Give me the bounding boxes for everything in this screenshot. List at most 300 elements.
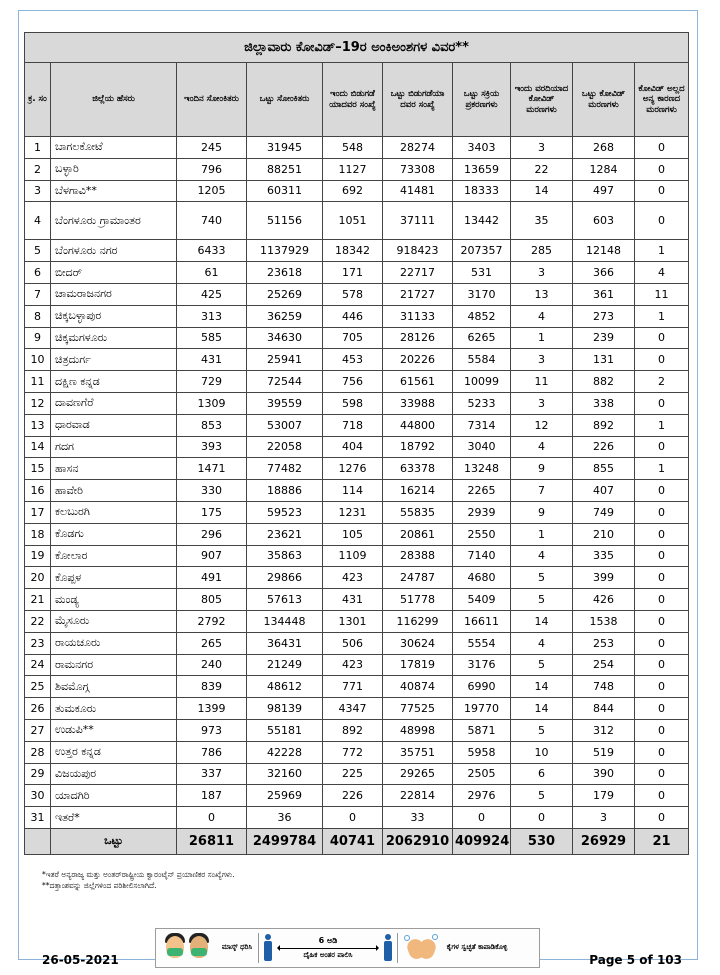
- table-cell: 1051: [323, 202, 383, 240]
- table-cell: 98139: [247, 698, 323, 720]
- row-serial: 4: [25, 202, 51, 240]
- table-cell: 34630: [247, 327, 323, 349]
- table-cell: 907: [177, 545, 247, 567]
- table-cell: 22814: [383, 785, 453, 807]
- table-cell: 53007: [247, 414, 323, 436]
- table-cell: 22058: [247, 436, 323, 458]
- column-header: ಇಂದು ಬಿಡುಗಡೆ ಯಾದವರ ಸಂಖ್ಯೆ: [323, 63, 383, 137]
- table-cell: 705: [323, 327, 383, 349]
- row-serial: 14: [25, 436, 51, 458]
- table-cell: 20861: [383, 523, 453, 545]
- table-cell: 13659: [453, 158, 511, 180]
- table-row: [25, 305, 689, 327]
- table-cell: 771: [323, 676, 383, 698]
- table-cell: 431: [177, 349, 247, 371]
- table-cell: 603: [573, 202, 635, 240]
- district-covid-table: [24, 32, 689, 855]
- table-cell: 423: [323, 567, 383, 589]
- table-cell: 844: [573, 698, 635, 720]
- table-cell: 254: [573, 654, 635, 676]
- total-value: 409924: [453, 828, 511, 854]
- table-cell: 31133: [383, 305, 453, 327]
- table-cell: 882: [573, 371, 635, 393]
- table-cell: 390: [573, 763, 635, 785]
- table-cell: 5: [511, 589, 573, 611]
- table-cell: 1: [635, 414, 689, 436]
- row-serial: 8: [25, 305, 51, 327]
- table-cell: 13: [511, 283, 573, 305]
- table-cell: 692: [323, 180, 383, 202]
- table-cell: 0: [511, 807, 573, 829]
- table-cell: 207357: [453, 240, 511, 262]
- table-cell: 57613: [247, 589, 323, 611]
- table-cell: 2976: [453, 785, 511, 807]
- table-cell: 13442: [453, 202, 511, 240]
- table-row: [25, 741, 689, 763]
- table-cell: 749: [573, 501, 635, 523]
- table-cell: 3170: [453, 283, 511, 305]
- table-cell: 0: [635, 137, 689, 159]
- total-value: 2499784: [247, 828, 323, 854]
- table-cell: 23621: [247, 523, 323, 545]
- page-number: 5: [626, 953, 636, 967]
- table-row: [25, 180, 689, 202]
- table-cell: 7: [511, 480, 573, 502]
- table-cell: 446: [323, 305, 383, 327]
- table-row: [25, 545, 689, 567]
- table-row: [25, 392, 689, 414]
- table-cell: 268: [573, 137, 635, 159]
- column-header: ಒಟ್ಟು ಸಕ್ರಿಯ ಪ್ರಕರಣಗಳು: [453, 63, 511, 137]
- district-name: ಧಾರವಾಡ: [51, 414, 177, 436]
- table-row: [25, 763, 689, 785]
- district-name: ಚಿಕ್ಕಮಗಳೂರು: [51, 327, 177, 349]
- district-name: ಗದಗ: [51, 436, 177, 458]
- table-cell: 226: [573, 436, 635, 458]
- table-cell: 4: [635, 262, 689, 284]
- page-label: Page: [589, 953, 627, 967]
- row-serial: 12: [25, 392, 51, 414]
- table-cell: 338: [573, 392, 635, 414]
- row-serial: 15: [25, 458, 51, 480]
- table-cell: 5: [511, 785, 573, 807]
- table-cell: 134448: [247, 610, 323, 632]
- table-cell: 918423: [383, 240, 453, 262]
- table-cell: 12: [511, 414, 573, 436]
- district-name: ಹಾಸನ: [51, 458, 177, 480]
- table-title: ಜಿಲ್ಲಾವಾರು ಕೋವಿಡ್–19ರ ಅಂಕಿಅಂಶಗಳ ವಿವರ**: [25, 33, 689, 63]
- row-serial: 29: [25, 763, 51, 785]
- table-cell: 77482: [247, 458, 323, 480]
- table-cell: 296: [177, 523, 247, 545]
- table-cell: 2265: [453, 480, 511, 502]
- table-cell: 29866: [247, 567, 323, 589]
- table-cell: 0: [635, 654, 689, 676]
- table-cell: 131: [573, 349, 635, 371]
- table-row: [25, 676, 689, 698]
- table-cell: 0: [635, 567, 689, 589]
- row-serial: 3: [25, 180, 51, 202]
- table-cell: 1: [635, 458, 689, 480]
- table-cell: 0: [635, 392, 689, 414]
- table-cell: 0: [635, 719, 689, 741]
- table-cell: 1471: [177, 458, 247, 480]
- column-header: ಒಟ್ಟು ಸೋಂಕಿತರು: [247, 63, 323, 137]
- row-serial: 21: [25, 589, 51, 611]
- table-cell: 73308: [383, 158, 453, 180]
- row-serial: 7: [25, 283, 51, 305]
- table-cell: 114: [323, 480, 383, 502]
- table-cell: 14: [511, 610, 573, 632]
- table-cell: 10099: [453, 371, 511, 393]
- table-cell: 531: [453, 262, 511, 284]
- table-cell: 335: [573, 545, 635, 567]
- table-cell: 578: [323, 283, 383, 305]
- total-row: [25, 828, 689, 854]
- row-serial: 9: [25, 327, 51, 349]
- district-name: ಬಳ್ಳಾರಿ: [51, 158, 177, 180]
- row-serial: 27: [25, 719, 51, 741]
- table-cell: 1137929: [247, 240, 323, 262]
- table-cell: 18792: [383, 436, 453, 458]
- table-cell: 17819: [383, 654, 453, 676]
- row-serial: 6: [25, 262, 51, 284]
- table-cell: 44800: [383, 414, 453, 436]
- table-cell: 7314: [453, 414, 511, 436]
- table-row: [25, 202, 689, 240]
- table-cell: 273: [573, 305, 635, 327]
- table-cell: 2505: [453, 763, 511, 785]
- table-cell: 0: [635, 632, 689, 654]
- person-icon: [263, 934, 273, 962]
- footnote-2: **ದತ್ತಾಂಶವನ್ನು ಜಿಲ್ಲೆಗಳಿಂದ ಪರಿಶೀಲಿಸಲಾಗಿದೆ.: [42, 880, 157, 890]
- district-name: ಉಡುಪಿ**: [51, 719, 177, 741]
- table-cell: 21727: [383, 283, 453, 305]
- district-name: ಬೆಂಗಳೂರು ಗ್ರಾಮಾಂತರ: [51, 202, 177, 240]
- page-indicator: [589, 953, 682, 967]
- table-cell: 1538: [573, 610, 635, 632]
- table-cell: 59523: [247, 501, 323, 523]
- district-name: ಕಲಬುರಗಿ: [51, 501, 177, 523]
- row-serial: 30: [25, 785, 51, 807]
- table-cell: 399: [573, 567, 635, 589]
- table-row: [25, 158, 689, 180]
- table-row: [25, 610, 689, 632]
- table-cell: 33: [383, 807, 453, 829]
- table-cell: 30624: [383, 632, 453, 654]
- table-row: [25, 719, 689, 741]
- table-cell: 24787: [383, 567, 453, 589]
- table-cell: 805: [177, 589, 247, 611]
- table-cell: 0: [635, 480, 689, 502]
- table-row: [25, 654, 689, 676]
- table-cell: 51156: [247, 202, 323, 240]
- table-cell: 25941: [247, 349, 323, 371]
- table-cell: 285: [511, 240, 573, 262]
- total-value: 2062910: [383, 828, 453, 854]
- table-cell: 491: [177, 567, 247, 589]
- table-cell: 21249: [247, 654, 323, 676]
- table-row: [25, 262, 689, 284]
- table-row: [25, 807, 689, 829]
- table-cell: 1231: [323, 501, 383, 523]
- column-header: ಇಂದಿನ ಸೋಂಕಿತರು: [177, 63, 247, 137]
- table-cell: 892: [323, 719, 383, 741]
- table-cell: 313: [177, 305, 247, 327]
- table-cell: 28388: [383, 545, 453, 567]
- table-cell: 116299: [383, 610, 453, 632]
- table-cell: 0: [635, 349, 689, 371]
- wash-segment: [398, 929, 516, 967]
- table-row: [25, 632, 689, 654]
- district-name: ಚಿತ್ರದುರ್ಗ: [51, 349, 177, 371]
- table-cell: 4680: [453, 567, 511, 589]
- table-cell: 22717: [383, 262, 453, 284]
- district-name: ಬೆಳಗಾವಿ**: [51, 180, 177, 202]
- table-cell: 718: [323, 414, 383, 436]
- table-row: [25, 523, 689, 545]
- table-cell: 0: [635, 501, 689, 523]
- table-cell: 9: [511, 501, 573, 523]
- district-name: ಯಾದಗಿರಿ: [51, 785, 177, 807]
- distance-text: ದೈಹಿಕ ಅಂತರ ಪಾಲಿಸಿ: [303, 950, 353, 959]
- table-row: [25, 458, 689, 480]
- table-cell: 225: [323, 763, 383, 785]
- table-row: [25, 349, 689, 371]
- table-cell: 1284: [573, 158, 635, 180]
- table-cell: 72544: [247, 371, 323, 393]
- mask-text: ಮಾಸ್ಕ್ ಧರಿಸಿ: [221, 943, 253, 952]
- table-cell: 28126: [383, 327, 453, 349]
- table-cell: 88251: [247, 158, 323, 180]
- table-cell: 585: [177, 327, 247, 349]
- table-cell: 772: [323, 741, 383, 763]
- column-header: ಕ್ರ. ಸಂ: [25, 63, 51, 137]
- table-cell: 1: [635, 305, 689, 327]
- column-header: ಜಿಲ್ಲೆಯ ಹೆಸರು: [51, 63, 177, 137]
- table-cell: 55181: [247, 719, 323, 741]
- total-empty-cell: [25, 828, 51, 854]
- table-cell: 0: [635, 610, 689, 632]
- table-cell: 14: [511, 180, 573, 202]
- row-serial: 17: [25, 501, 51, 523]
- district-name: ಬಾಗಲಕೋಟೆ: [51, 137, 177, 159]
- table-cell: 240: [177, 654, 247, 676]
- district-name: ಮೈಸೂರು: [51, 610, 177, 632]
- footnotes: [42, 870, 235, 892]
- table-cell: 598: [323, 392, 383, 414]
- table-cell: 1309: [177, 392, 247, 414]
- table-cell: 105: [323, 523, 383, 545]
- table-cell: 425: [177, 283, 247, 305]
- column-header: ಇಂದು ವರದಿಯಾದ ಕೋವಿಡ್ ಮರಣಗಳು: [511, 63, 573, 137]
- table-cell: 39559: [247, 392, 323, 414]
- table-cell: 5409: [453, 589, 511, 611]
- footnote-1: *ಇತರೆ ಅನ್ಯರಾಜ್ಯ ಮತ್ತು ಅಂತರ್‌ರಾಷ್ಟ್ರೀಯ ಕ್ವಾರಂಟೈನ್ ಪ್ರಯಾಣಿಕರ ಸಂಖ್ಯೆಗಳು.: [42, 870, 235, 879]
- table-cell: 25969: [247, 785, 323, 807]
- table-cell: 786: [177, 741, 247, 763]
- district-name: ತುಮಕೂರು: [51, 698, 177, 720]
- table-row: [25, 436, 689, 458]
- column-header: ಒಟ್ಟು ಬಿಡುಗಡೆಯಾ ದವರ ಸಂಖ್ಯೆ: [383, 63, 453, 137]
- table-cell: 33988: [383, 392, 453, 414]
- table-cell: 0: [635, 589, 689, 611]
- table-cell: 63378: [383, 458, 453, 480]
- table-cell: 16214: [383, 480, 453, 502]
- table-row: [25, 327, 689, 349]
- table-cell: 4: [511, 436, 573, 458]
- total-value: 26929: [573, 828, 635, 854]
- table-cell: 2939: [453, 501, 511, 523]
- table-cell: 506: [323, 632, 383, 654]
- table-row: [25, 698, 689, 720]
- table-cell: 426: [573, 589, 635, 611]
- table-cell: 18333: [453, 180, 511, 202]
- table-cell: 179: [573, 785, 635, 807]
- table-cell: 548: [323, 137, 383, 159]
- table-cell: 14: [511, 698, 573, 720]
- table-cell: 729: [177, 371, 247, 393]
- table-cell: 245: [177, 137, 247, 159]
- table-cell: 973: [177, 719, 247, 741]
- table-cell: 2: [635, 371, 689, 393]
- table-cell: 61561: [383, 371, 453, 393]
- district-name: ಚಿಕ್ಕಬಳ್ಳಾಪುರ: [51, 305, 177, 327]
- table-cell: 2550: [453, 523, 511, 545]
- table-cell: 1276: [323, 458, 383, 480]
- table-row: [25, 137, 689, 159]
- table-cell: 25269: [247, 283, 323, 305]
- table-cell: 61: [177, 262, 247, 284]
- table-cell: 29265: [383, 763, 453, 785]
- table-cell: 253: [573, 632, 635, 654]
- table-cell: 5871: [453, 719, 511, 741]
- page-of: of: [635, 953, 657, 967]
- table-cell: 3: [511, 392, 573, 414]
- table-cell: 855: [573, 458, 635, 480]
- table-cell: 210: [573, 523, 635, 545]
- person-icon: [383, 934, 393, 962]
- table-cell: 18342: [323, 240, 383, 262]
- table-cell: 330: [177, 480, 247, 502]
- row-serial: 16: [25, 480, 51, 502]
- row-serial: 28: [25, 741, 51, 763]
- table-cell: 36431: [247, 632, 323, 654]
- table-cell: 13248: [453, 458, 511, 480]
- table-cell: 6265: [453, 327, 511, 349]
- district-name: ಕೋಲಾರ: [51, 545, 177, 567]
- district-name: ದಾವಣಗೆರೆ: [51, 392, 177, 414]
- table-cell: 748: [573, 676, 635, 698]
- table-cell: 37111: [383, 202, 453, 240]
- table-cell: 14: [511, 676, 573, 698]
- table-cell: 239: [573, 327, 635, 349]
- table-cell: 32160: [247, 763, 323, 785]
- table-cell: 3: [511, 349, 573, 371]
- table-cell: 0: [635, 545, 689, 567]
- column-header: ಕೋವಿಡ್ ಅಲ್ಲದ ಅನ್ಯ ಕಾರಣದ ಮರಣಗಳು: [635, 63, 689, 137]
- table-cell: 11: [511, 371, 573, 393]
- table-cell: 175: [177, 501, 247, 523]
- table-cell: 361: [573, 283, 635, 305]
- district-name: ಶಿವಮೊಗ್ಗ: [51, 676, 177, 698]
- table-cell: 5958: [453, 741, 511, 763]
- table-cell: 0: [635, 202, 689, 240]
- district-name: ಬೆಂಗಳೂರು ನಗರ: [51, 240, 177, 262]
- table-cell: 1301: [323, 610, 383, 632]
- district-name: ಬೀದರ್: [51, 262, 177, 284]
- table-cell: 5233: [453, 392, 511, 414]
- row-serial: 10: [25, 349, 51, 371]
- table-cell: 0: [323, 807, 383, 829]
- table-cell: 4: [511, 545, 573, 567]
- table-cell: 519: [573, 741, 635, 763]
- table-cell: 497: [573, 180, 635, 202]
- row-serial: 31: [25, 807, 51, 829]
- double-arrow-icon: [278, 948, 378, 949]
- table-cell: 23618: [247, 262, 323, 284]
- table-cell: 35863: [247, 545, 323, 567]
- table-cell: 1109: [323, 545, 383, 567]
- table-cell: 1127: [323, 158, 383, 180]
- row-serial: 23: [25, 632, 51, 654]
- table-cell: 3: [573, 807, 635, 829]
- table-cell: 0: [453, 807, 511, 829]
- table-row: [25, 589, 689, 611]
- table-cell: 796: [177, 158, 247, 180]
- table-row: [25, 567, 689, 589]
- table-cell: 36: [247, 807, 323, 829]
- district-name: ರಾಮನಗರ: [51, 654, 177, 676]
- table-cell: 337: [177, 763, 247, 785]
- table-cell: 1: [511, 327, 573, 349]
- table-row: [25, 240, 689, 262]
- table-cell: 0: [635, 327, 689, 349]
- table-cell: 756: [323, 371, 383, 393]
- table-cell: 740: [177, 202, 247, 240]
- table-cell: 60311: [247, 180, 323, 202]
- total-label: ಒಟ್ಟು: [51, 828, 177, 854]
- table-cell: 4852: [453, 305, 511, 327]
- table-cell: 3: [511, 137, 573, 159]
- table-cell: 1205: [177, 180, 247, 202]
- table-cell: 51778: [383, 589, 453, 611]
- total-value: 40741: [323, 828, 383, 854]
- row-serial: 24: [25, 654, 51, 676]
- district-name: ಮಂಡ್ಯ: [51, 589, 177, 611]
- table-cell: 2792: [177, 610, 247, 632]
- table-cell: 5584: [453, 349, 511, 371]
- table-cell: 0: [635, 180, 689, 202]
- table-cell: 7140: [453, 545, 511, 567]
- mask-segment: [156, 929, 258, 967]
- table-cell: 853: [177, 414, 247, 436]
- table-cell: 5: [511, 654, 573, 676]
- table-cell: 0: [177, 807, 247, 829]
- table-cell: 404: [323, 436, 383, 458]
- table-body: [25, 137, 689, 829]
- table-cell: 407: [573, 480, 635, 502]
- table-cell: 48998: [383, 719, 453, 741]
- row-serial: 13: [25, 414, 51, 436]
- table-cell: 6990: [453, 676, 511, 698]
- table-cell: 0: [635, 698, 689, 720]
- table-cell: 0: [635, 523, 689, 545]
- table-cell: 3176: [453, 654, 511, 676]
- table-cell: 187: [177, 785, 247, 807]
- table-cell: 6433: [177, 240, 247, 262]
- table-cell: 431: [323, 589, 383, 611]
